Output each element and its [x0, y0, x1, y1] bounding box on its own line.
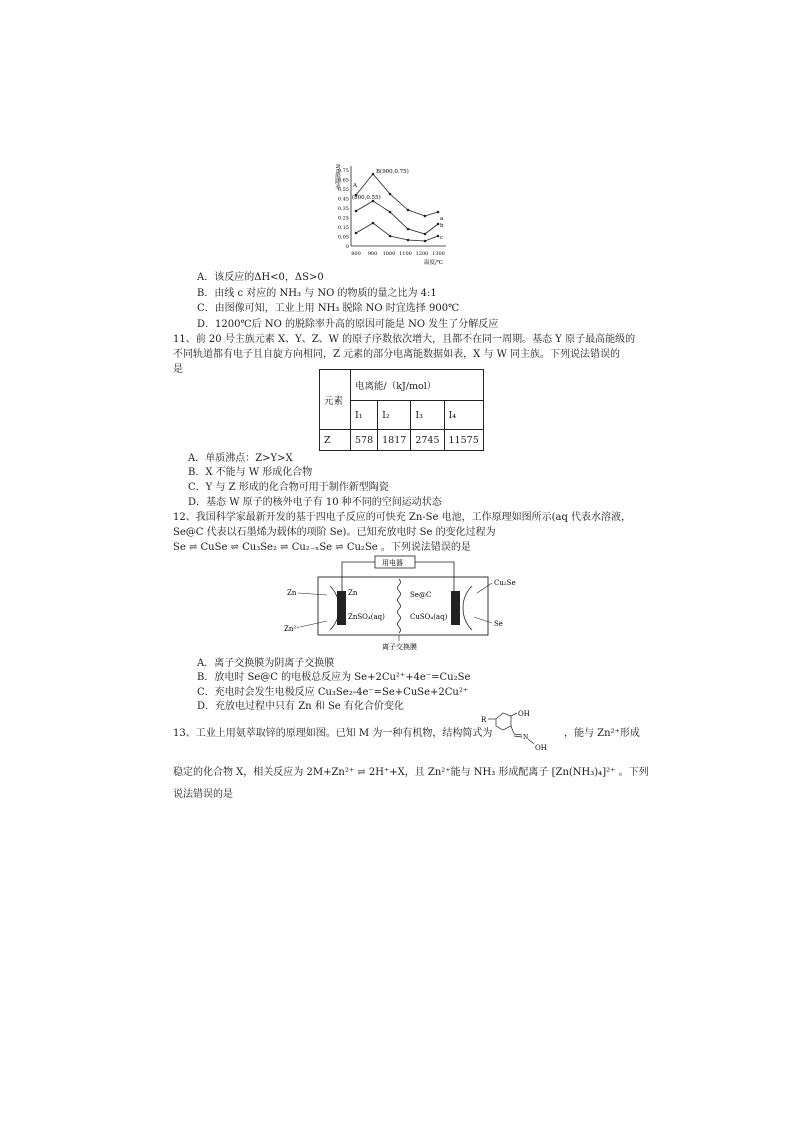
zn-se-battery-diagram [282, 553, 532, 653]
no-removal-chart [334, 160, 454, 270]
table-cell-element: Z [320, 430, 351, 451]
series-c-line [356, 223, 438, 241]
y-axis-label: NO脱除率 [334, 164, 340, 190]
y-tick-label: 0.75 [337, 168, 349, 174]
right-electrode-label: Se@C [410, 591, 432, 599]
series-c-label: c [440, 235, 444, 241]
left-electrode-label: Zn [348, 589, 358, 597]
left-out-arrow [300, 621, 327, 627]
right-in-arrow [474, 617, 492, 623]
ch-bond [511, 726, 514, 734]
x-tick-label: 1300 [432, 251, 445, 257]
table-cell: 1817 [378, 430, 411, 451]
se-electrode [451, 591, 460, 625]
q13-line2-part1: 稳定的化合物 X，相关反应为 2M+Zn²⁺ ⇌ 2H⁺+X，且 Zn²⁺能与 NH₃ 形成配离子 [173, 767, 549, 778]
q13-stem-part1: 13、工业上用氨萃取锌的原理如图。已知 M 为一种有机物，结构简式为 [173, 728, 493, 739]
y-tick-label: 0.15 [337, 225, 349, 231]
y-tick-label: 0.55 [337, 187, 349, 193]
membrane-label: 离子交换膜 [382, 643, 417, 651]
right-out-label: Cu₂Se [494, 579, 516, 587]
q10-option-c: C．由图像可知，工业上用 NH₃ 脱除 NO 时宜选择 900℃ [197, 303, 460, 314]
series-a-label: a [440, 216, 444, 222]
left-in-arrow [298, 593, 327, 595]
q12-stem-line3: Se ⇌ CuSe ⇌ Cu₃Se₂ ⇌ Cu₂₋ₓSe ⇌ Cu₂Se 。下列说法错误的是 [173, 542, 471, 553]
x-ticks [351, 251, 445, 257]
y-ticks [338, 168, 349, 250]
x-tick-label: 900 [367, 251, 378, 257]
q11-stem-line1: 11、前 20 号主族元素 X、Y、Z、W 的原子序数依次增大，且都不在同一周期。基态 Y 原子最高能级的 [173, 334, 636, 345]
q11-stem-line3: 是 [173, 364, 183, 375]
oh-bond [511, 713, 517, 716]
table-subheader: I₂ [378, 401, 411, 430]
series-b-label: b [440, 223, 444, 229]
q10-option-d: D．1200℃后 NO 的脱除率升高的原因可能是 NO 发生了分解反应 [197, 319, 499, 330]
table-subheader: I₃ [411, 401, 444, 430]
right-arc [463, 586, 472, 630]
x-tick-label: 1000 [382, 251, 396, 257]
q11-stem-line2: 不同轨道都有电子且自旋方向相同，Z 元素的部分电离能数据如表，X 与 W 同主族。下列说法错误的 [173, 349, 621, 360]
cn-double-bond [514, 734, 522, 735]
benzene-ring [496, 713, 511, 730]
q12-option-c: C．充电时会发生电极反应 Cu₃Se₂-4e⁻=Se+CuSe+2Cu²⁺ [197, 687, 469, 698]
table-cell: 11575 [444, 430, 483, 451]
q11-option-c: C．Y 与 Z 形成的化合物可用于制作新型陶瓷 [188, 482, 389, 493]
q12-option-a: A．离子交换膜为阴离子交换膜 [197, 658, 335, 669]
q10-option-b: B．由线 c 对应的 NH₃ 与 NO 的物质的量之比为 4:1 [197, 288, 437, 299]
y-tick-label: 0.35 [337, 206, 349, 212]
point-a-coord: (800,0.55) [352, 195, 381, 201]
left-wire [342, 562, 375, 595]
q12-stem-line1: 12、我国科学家最新开发的基于四电子反应的可快充 Zn-Se 电池，工作原理如图所示(aq 代表水溶液， [173, 512, 632, 523]
x-axis-label: 温度/℃ [424, 260, 444, 266]
q12-stem-line2: Se@C 代表以石墨烯为载体的项阶 Se)。已知充放电时 Se 的变化过程为 [173, 527, 496, 538]
table-header-energy: 电离能/（kJ/mol） [351, 370, 484, 401]
device-label: 用电器 [382, 559, 403, 567]
q11-option-d: D．基态 W 原子的核外电子有 10 种不同的空间运动状态 [188, 497, 442, 508]
complex-ion: [Zn(NH₃)₄]²⁺ [551, 767, 616, 778]
no-bond [528, 739, 534, 744]
ionization-energy-table [319, 369, 484, 451]
table-subheader: I₁ [351, 401, 378, 430]
y-tick-label: 0.05 [337, 234, 349, 241]
q12-option-d: D．充放电过程中只有 Zn 和 Se 有化合价变化 [197, 701, 404, 712]
right-solution-label: CuSO₄(aq) [410, 613, 448, 621]
left-in-label: Zn [287, 589, 297, 597]
q10-option-a: A．该反应的ΔH<0，ΔS>0 [197, 272, 324, 283]
right-out-arrow [477, 583, 492, 593]
q11-option-a: A．单质沸点：Z>Y>X [188, 453, 293, 464]
x-tick-label: 1100 [399, 251, 412, 257]
left-solution-label: ZnSO₄(aq) [348, 613, 385, 621]
left-out-label: Zn²⁺ [284, 625, 300, 633]
series-markers [355, 173, 440, 243]
q11-option-b: B．X 不能与 W 形成化合物 [188, 467, 313, 478]
molecule-m-structure [480, 708, 560, 752]
point-a-label: A [353, 183, 357, 189]
cn-double-bond-2 [514, 736, 522, 737]
x-tick-label: 1200 [415, 251, 429, 257]
y-tick-label: 0.65 [337, 177, 349, 184]
table-subheader: I₄ [444, 401, 483, 430]
q13-line2 [173, 766, 649, 779]
table-header-element: 元素 [320, 370, 351, 430]
q12-option-b: B．放电时 Se@C 的电极总反应为 Se+2Cu²⁺+4e⁻=Cu₂Se [197, 672, 471, 683]
y-tick-label: 0.25 [337, 215, 349, 222]
series-b-line [356, 201, 438, 234]
zn-electrode [337, 591, 346, 625]
y-tick-label: 0 [345, 244, 349, 250]
structure-n-label: N [523, 734, 529, 741]
q13-line2-part2: 。下列 [618, 767, 649, 778]
point-b-label: B(900,0.75) [376, 169, 409, 175]
x-tick-label: 800 [351, 251, 361, 257]
structure-oh2-label: OH [535, 744, 547, 752]
membrane [398, 579, 401, 633]
q13-stem-part2: ，能与 Zn²⁺形成 [564, 728, 640, 739]
right-in-label: Se [494, 620, 503, 628]
structure-r-label: R [481, 716, 487, 724]
q13-line3: 说法错误的是 [173, 789, 233, 800]
table-cell: 578 [351, 430, 378, 451]
structure-oh-label: OH [518, 710, 530, 718]
y-tick-label: 0.45 [337, 196, 349, 203]
table-cell: 2745 [411, 430, 444, 451]
